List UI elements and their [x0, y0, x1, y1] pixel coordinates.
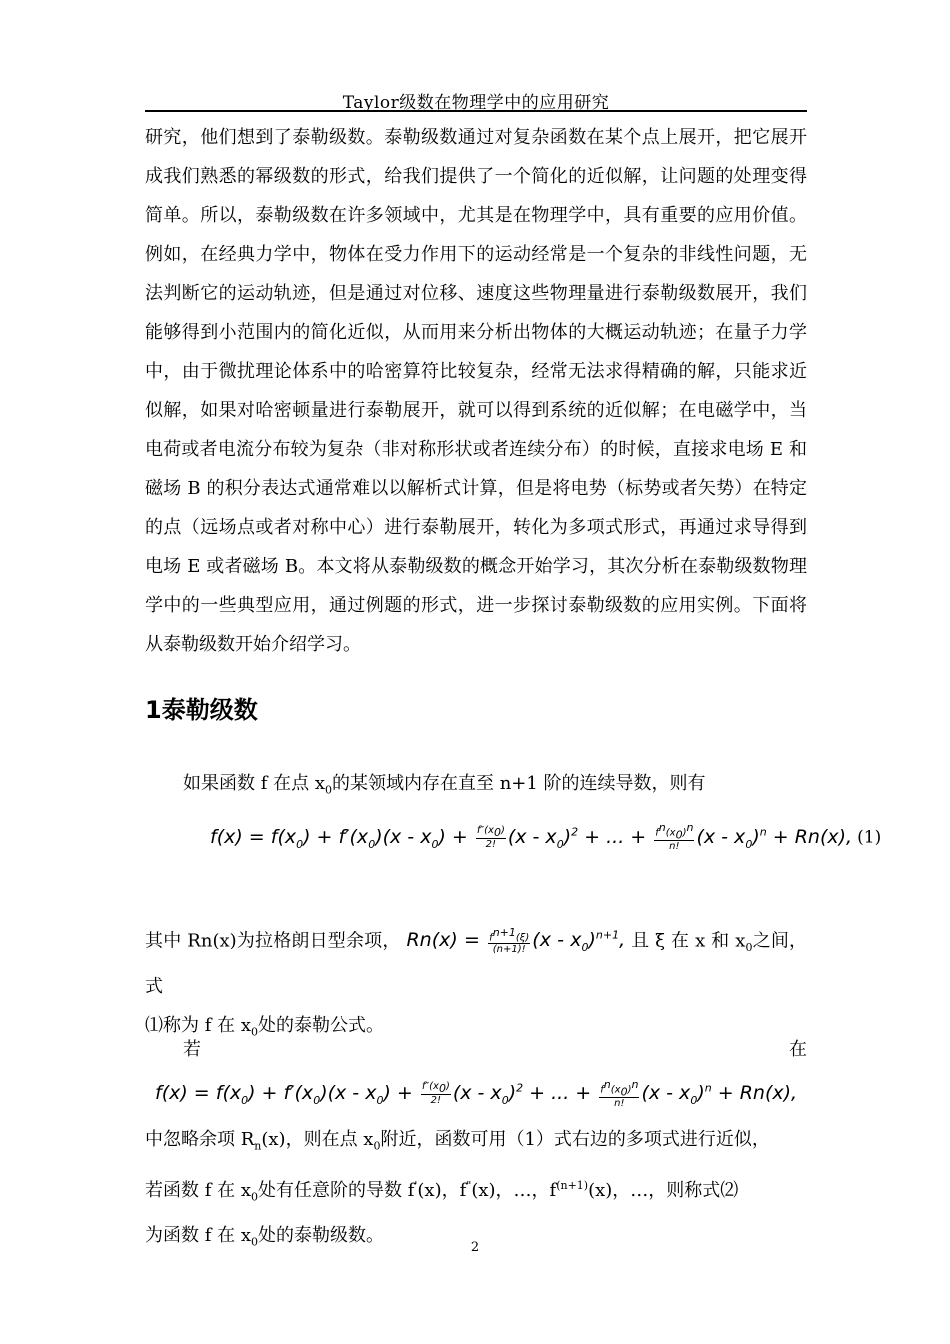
- text: 附近，函数可用（1）式右边的多项式进行近似，: [380, 1129, 770, 1151]
- intro-paragraph: [145, 118, 807, 664]
- text: 若函数 f 在 x: [145, 1179, 251, 1201]
- taylor-series-formula: $f(x) = f(x_0) + f'(x_0)(x - x_0)$ + $\frac{f''(x_0)}{2!}$ $(x - x_0)^2$ + ... + $\frac{f^n(x_0)^n}{n!}$ $(x - x_0)^n + Rn(x)$,: [155, 1077, 798, 1109]
- text: 之间，式: [145, 930, 808, 998]
- text: 处的泰勒公式。: [257, 1015, 384, 1037]
- text: (x)，f: [417, 1179, 467, 1201]
- subscript: 0: [745, 940, 753, 954]
- text: 为函数 f 在 x: [145, 1225, 251, 1247]
- text: 其中 Rn(x)为拉格朗日型余项，: [145, 930, 401, 952]
- text: (x)，…，f: [471, 1179, 557, 1201]
- remainder-formula: Rn(x) = $\frac{f^{n+1}(\xi)}{(n+1)!}$ $(x - x_0)^{n+1}$,: [406, 925, 626, 955]
- subscript: 0: [324, 783, 332, 797]
- header-rule: [145, 110, 807, 112]
- superscript: (n+1): [556, 1178, 589, 1192]
- text: 处的泰勒级数。: [257, 1225, 384, 1247]
- section-number: 1: [145, 696, 162, 724]
- text: (x)，…，则称式⑵: [588, 1179, 739, 1201]
- intro-text: 研究，他们想到了泰勒级数。泰勒级数通过对复杂函数在某个点上展开，把它展开成我们熟悉的幂级数的形式，给我们提供了一个简化的近似解，让问题的处理变得简单。所以，泰勒级数在许多领域中，尤其是在物理学中，具有重要的应用价值。例如，在经典力学中，物体在受力作用下的运动经常是一个复杂的非线性问题，无法判断它的运动轨迹，但是通过对位移、速度这些物理量进行泰勒级数展开，我们能够得到小范围内的简化近似，从而用来分析出物体的大概运动轨迹；在量子力学中，由于微扰理论体系中的哈密算符比较复杂，经常无法求得精确的解，只能求近似解，如果对哈密顿量进行泰勒展开，就可以得到系统的近似解；在电磁学中，当电荷或者电流分布较为复杂（非对称形状或者连续分布）的时候，直接求电场 E 和磁场 B 的积分表达式通常难以以解析式计算，但是将电势（标势或者矢势）在特定的点（远场点或者对称中心）进行泰勒展开，转化为多项式形式，再通过求导得到电场 E 或者磁场 B。本文将从泰勒级数的概念开始学习，其次分析在泰勒级数物理学中的一些典型应用，通过例题的形式，进一步探讨泰勒级数的应用实例。下面将从泰勒级数开始介绍学习。: [145, 127, 807, 655]
- subscript: 0: [250, 1235, 258, 1249]
- equation-1: [210, 822, 881, 852]
- superscript: ": [466, 1178, 472, 1192]
- page-number: 2: [470, 1240, 480, 1255]
- subscript: 0: [250, 1190, 258, 1204]
- text: ⑴称为 f 在 x: [145, 1015, 251, 1037]
- text: 中忽略余项 R: [145, 1129, 255, 1151]
- paragraph-definition: [145, 764, 807, 810]
- section-title: 泰勒级数: [161, 696, 258, 724]
- text: 且 ξ 在 x 和 x: [631, 930, 746, 952]
- paragraph-series: [145, 1030, 807, 1262]
- subscript: n: [254, 1139, 262, 1153]
- taylor-formula: $f(x) = f(x_0) + f'(x_0)(x - x_0)$ + $\frac{f''(x_0)}{2!}$ $(x - x_0)^2$ + ... + $\frac{f^n(x_0)^n}{n!}$ $(x - x_0)^n + Rn(x)$,: [210, 821, 853, 853]
- text: 若 在: [183, 1039, 807, 1060]
- subscript: 0: [250, 1025, 258, 1039]
- equation-number: (1): [857, 827, 882, 848]
- text: 如果函数 f 在点 x: [183, 773, 325, 794]
- subscript: 0: [373, 1139, 381, 1153]
- text: 处有任意阶的导数 f: [257, 1179, 415, 1201]
- text: 的某领域内存在直至 n+1 阶的连续导数，则有: [331, 773, 706, 794]
- running-header: Taylor级数在物理学中的应用研究: [342, 93, 610, 113]
- text: (x)，则在点 x: [261, 1129, 374, 1151]
- superscript: ': [414, 1178, 418, 1192]
- section-heading: [145, 690, 258, 725]
